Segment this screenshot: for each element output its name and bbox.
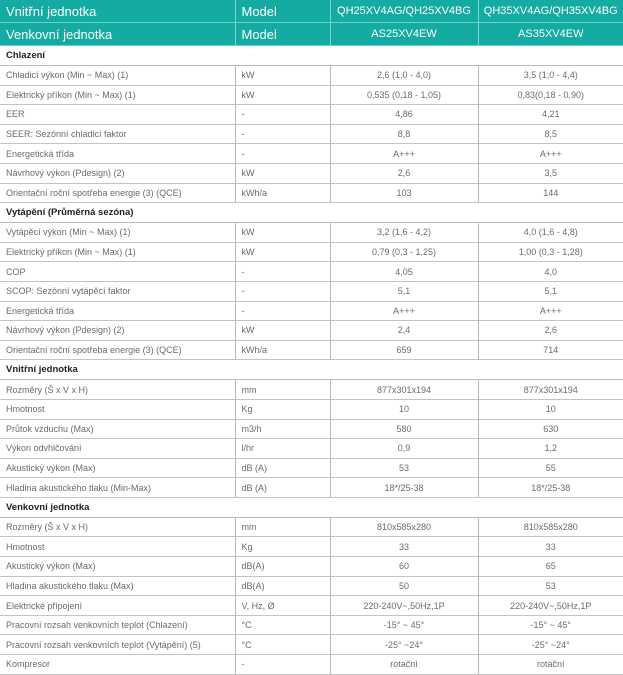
- table-row: [0, 537, 623, 557]
- unit-cell: kW: [235, 223, 330, 243]
- unit-cell: l/hr: [235, 439, 330, 459]
- value-cell-model-2: 5,1: [478, 281, 623, 301]
- value-cell-model-2: 55: [478, 458, 623, 478]
- unit-cell: Kg: [235, 399, 330, 419]
- unit-cell: Kg: [235, 537, 330, 557]
- parameter-cell: Akustický výkon (Max): [0, 557, 235, 577]
- parameter-cell: Průtok vzduchu (Max): [0, 419, 235, 439]
- value-cell-model-1: 2,6 (1,0 - 4,0): [330, 66, 478, 86]
- value-cell-model-2: 1,2: [478, 439, 623, 459]
- value-cell-model-2: 144: [478, 183, 623, 203]
- section-title: Vytápění (Průměrná sezóna): [0, 203, 623, 223]
- value-cell-model-1: 0,9: [330, 439, 478, 459]
- section-title: Venkovní jednotka: [0, 497, 623, 517]
- value-cell-model-1: -25° ~24°: [330, 635, 478, 655]
- table-row: [0, 478, 623, 498]
- unit-cell: kWh/a: [235, 340, 330, 360]
- unit-cell: kWh/a: [235, 183, 330, 203]
- outdoor-model-1: AS25XV4EW: [330, 23, 478, 46]
- unit-cell: kW: [235, 321, 330, 341]
- table-row: [0, 517, 623, 537]
- table-row: [0, 380, 623, 400]
- unit-cell: kW: [235, 85, 330, 105]
- table-row: [0, 163, 623, 183]
- parameter-cell: Hmotnost: [0, 537, 235, 557]
- parameter-cell: Rozměry (Š x V x H): [0, 380, 235, 400]
- table-row: [0, 458, 623, 478]
- parameter-cell: Rozměry (Š x V x H): [0, 517, 235, 537]
- parameter-cell: Pracovní rozsah venkovních teplot (Chlazení): [0, 615, 235, 635]
- table-row: [0, 439, 623, 459]
- value-cell-model-1: 2,6: [330, 163, 478, 183]
- value-cell-model-1: 220-240V~,50Hz,1P: [330, 596, 478, 616]
- table-row: [0, 262, 623, 282]
- table-row: [0, 615, 623, 635]
- unit-cell: -: [235, 105, 330, 125]
- value-cell-model-1: 18*/25-38: [330, 478, 478, 498]
- parameter-cell: Návrhový výkon (Pdesign) (2): [0, 163, 235, 183]
- unit-cell: dB (A): [235, 478, 330, 498]
- value-cell-model-2: rotační: [478, 655, 623, 675]
- unit-cell: mm: [235, 517, 330, 537]
- value-cell-model-1: 4,86: [330, 105, 478, 125]
- unit-cell: -: [235, 144, 330, 164]
- table-row: [0, 655, 623, 675]
- value-cell-model-2: 10: [478, 399, 623, 419]
- unit-cell: -: [235, 655, 330, 675]
- value-cell-model-1: 8,8: [330, 124, 478, 144]
- header-row-indoor: [0, 0, 623, 23]
- table-row: [0, 576, 623, 596]
- parameter-cell: Orientační roční spotřeba energie (3) (QCE): [0, 183, 235, 203]
- value-cell-model-2: -15° ~ 45°: [478, 615, 623, 635]
- outdoor-model-2: AS35XV4EW: [478, 23, 623, 46]
- table-row: [0, 399, 623, 419]
- outdoor-model-label: Model: [235, 23, 330, 46]
- value-cell-model-2: 65: [478, 557, 623, 577]
- parameter-cell: Energetická třída: [0, 144, 235, 164]
- value-cell-model-1: 10: [330, 399, 478, 419]
- unit-cell: kW: [235, 163, 330, 183]
- section-title: Chlazení: [0, 46, 623, 66]
- value-cell-model-1: 877x301x194: [330, 380, 478, 400]
- value-cell-model-2: 4,0: [478, 262, 623, 282]
- section-title: Vnitřní jednotka: [0, 360, 623, 380]
- table-row: [0, 105, 623, 125]
- value-cell-model-2: 1,00 (0,3 - 1,28): [478, 242, 623, 262]
- unit-cell: -: [235, 262, 330, 282]
- value-cell-model-1: 5,1: [330, 281, 478, 301]
- unit-cell: kW: [235, 242, 330, 262]
- value-cell-model-2: 220-240V~,50Hz,1P: [478, 596, 623, 616]
- value-cell-model-1: 33: [330, 537, 478, 557]
- parameter-cell: SCOP: Sezónní vytápěcí faktor: [0, 281, 235, 301]
- value-cell-model-1: 50: [330, 576, 478, 596]
- unit-cell: m3/h: [235, 419, 330, 439]
- section-header: [0, 46, 623, 66]
- indoor-model-label: Model: [235, 0, 330, 23]
- value-cell-model-1: 659: [330, 340, 478, 360]
- value-cell-model-2: A+++: [478, 144, 623, 164]
- value-cell-model-1: A+++: [330, 144, 478, 164]
- value-cell-model-1: rotační: [330, 655, 478, 675]
- table-row: [0, 242, 623, 262]
- table-row: [0, 321, 623, 341]
- parameter-cell: Hladina akustického tlaku (Max): [0, 576, 235, 596]
- table-row: [0, 183, 623, 203]
- table-row: [0, 281, 623, 301]
- parameter-cell: EER: [0, 105, 235, 125]
- parameter-cell: Elektrický příkon (Min ~ Max) (1): [0, 242, 235, 262]
- value-cell-model-1: 103: [330, 183, 478, 203]
- unit-cell: kW: [235, 66, 330, 86]
- unit-cell: dB(A): [235, 576, 330, 596]
- value-cell-model-2: 810x585x280: [478, 517, 623, 537]
- value-cell-model-2: 3,5 (1,0 - 4,4): [478, 66, 623, 86]
- parameter-cell: Hladina akustického tlaku (Min-Max): [0, 478, 235, 498]
- parameter-cell: Výkon odvhlčování: [0, 439, 235, 459]
- unit-cell: mm: [235, 380, 330, 400]
- parameter-cell: Návrhový výkon (Pdesign) (2): [0, 321, 235, 341]
- parameter-cell: Orientační roční spotřeba energie (3) (QCE): [0, 340, 235, 360]
- outdoor-unit-label: Venkovní jednotka: [0, 23, 235, 46]
- unit-cell: V, Hz, Ø: [235, 596, 330, 616]
- parameter-cell: SEER: Sezónní chladicí faktor: [0, 124, 235, 144]
- table-row: [0, 144, 623, 164]
- parameter-cell: Energetická třída: [0, 301, 235, 321]
- table-row: [0, 419, 623, 439]
- table-row: [0, 66, 623, 86]
- parameter-cell: Akustický výkon (Max): [0, 458, 235, 478]
- parameter-cell: Elektrické připojení: [0, 596, 235, 616]
- parameter-cell: Kompresor: [0, 655, 235, 675]
- indoor-unit-label: Vnitřní jednotka: [0, 0, 235, 23]
- value-cell-model-2: 33: [478, 537, 623, 557]
- value-cell-model-2: 8,5: [478, 124, 623, 144]
- table-row: [0, 340, 623, 360]
- value-cell-model-1: 60: [330, 557, 478, 577]
- value-cell-model-2: 4,0 (1,6 - 4,8): [478, 223, 623, 243]
- value-cell-model-1: 580: [330, 419, 478, 439]
- value-cell-model-1: 4,05: [330, 262, 478, 282]
- unit-cell: °C: [235, 635, 330, 655]
- value-cell-model-1: 0,535 (0,18 - 1,05): [330, 85, 478, 105]
- value-cell-model-1: 0,79 (0,3 - 1,25): [330, 242, 478, 262]
- value-cell-model-2: 18*/25-38: [478, 478, 623, 498]
- value-cell-model-1: 3,2 (1,6 - 4,2): [330, 223, 478, 243]
- value-cell-model-1: 53: [330, 458, 478, 478]
- table-row: [0, 223, 623, 243]
- parameter-cell: Vytápěcí výkon (Min ~ Max) (1): [0, 223, 235, 243]
- table-row: [0, 635, 623, 655]
- value-cell-model-2: 3,5: [478, 163, 623, 183]
- parameter-cell: Elektrický příkon (Min ~ Max) (1): [0, 85, 235, 105]
- parameter-cell: Chladicí výkon (Min ~ Max) (1): [0, 66, 235, 86]
- parameter-cell: Hmotnost: [0, 399, 235, 419]
- header-row-outdoor: [0, 23, 623, 46]
- unit-cell: dB(A): [235, 557, 330, 577]
- value-cell-model-2: 877x301x194: [478, 380, 623, 400]
- section-header: [0, 497, 623, 517]
- unit-cell: dB (A): [235, 458, 330, 478]
- table-row: [0, 124, 623, 144]
- value-cell-model-2: 4,21: [478, 105, 623, 125]
- unit-cell: °C: [235, 615, 330, 635]
- value-cell-model-2: 630: [478, 419, 623, 439]
- value-cell-model-2: 53: [478, 576, 623, 596]
- value-cell-model-1: 2,4: [330, 321, 478, 341]
- value-cell-model-2: 2,6: [478, 321, 623, 341]
- value-cell-model-2: 0,83(0,18 - 0,90): [478, 85, 623, 105]
- table-row: [0, 85, 623, 105]
- parameter-cell: Pracovní rozsah venkovních teplot (Vytápění) (5): [0, 635, 235, 655]
- table-row: [0, 596, 623, 616]
- section-header: [0, 203, 623, 223]
- value-cell-model-1: -15° ~ 45°: [330, 615, 478, 635]
- parameter-cell: COP: [0, 262, 235, 282]
- section-header: [0, 360, 623, 380]
- indoor-model-2: QH35XV4AG/QH35XV4BG: [478, 0, 623, 23]
- unit-cell: -: [235, 124, 330, 144]
- value-cell-model-2: -25° ~24°: [478, 635, 623, 655]
- value-cell-model-1: 810x585x280: [330, 517, 478, 537]
- value-cell-model-2: 714: [478, 340, 623, 360]
- unit-cell: -: [235, 301, 330, 321]
- value-cell-model-1: A+++: [330, 301, 478, 321]
- table-row: [0, 557, 623, 577]
- value-cell-model-2: A+++: [478, 301, 623, 321]
- table-row: [0, 301, 623, 321]
- indoor-model-1: QH25XV4AG/QH25XV4BG: [330, 0, 478, 23]
- unit-cell: -: [235, 281, 330, 301]
